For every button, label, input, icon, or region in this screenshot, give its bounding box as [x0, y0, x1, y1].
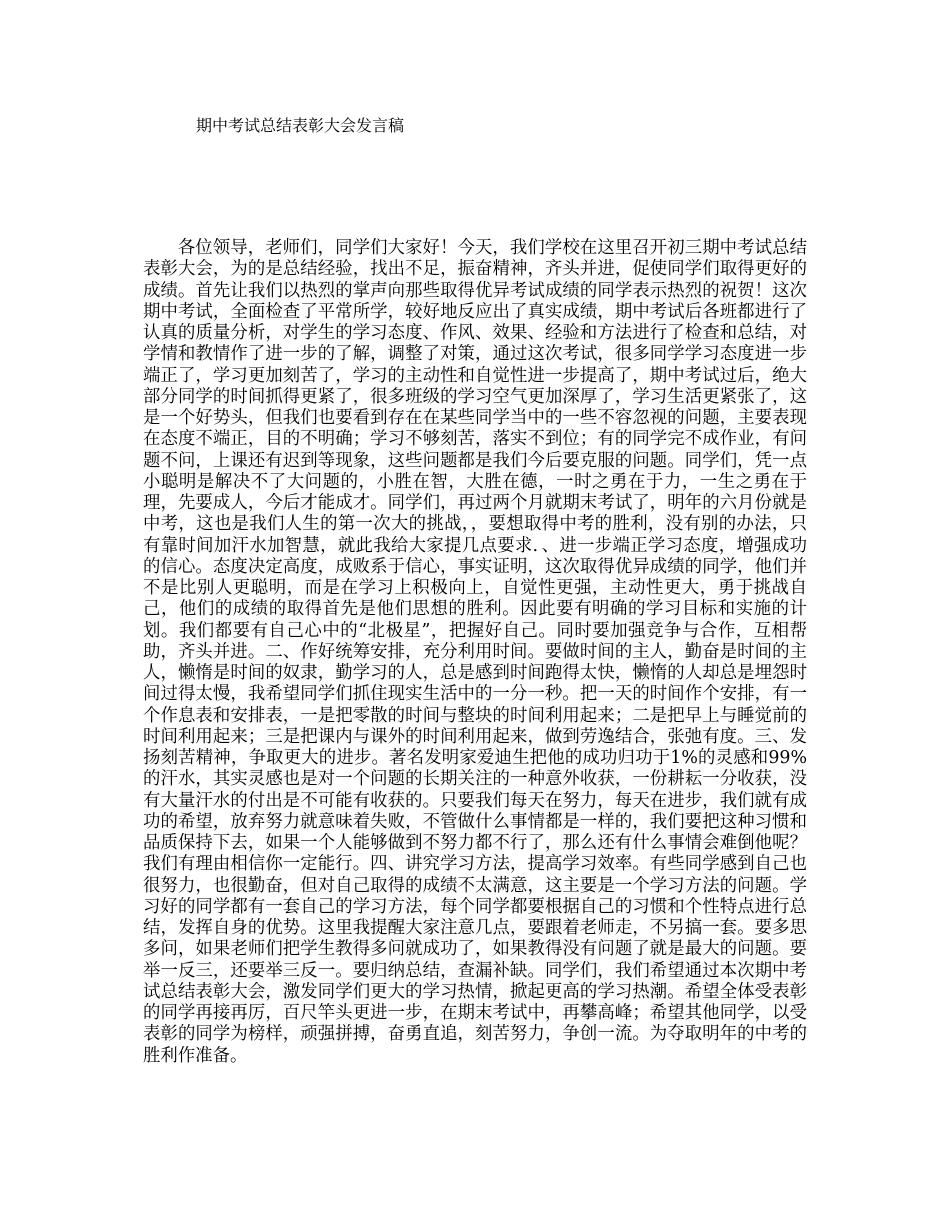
document-title: 期中考试总结表彰大会发言稿: [196, 116, 405, 135]
speech-body-paragraph: 各位领导，老师们，同学们大家好！今天，我们学校在这里召开初三期中考试总结表彰大会，为的是总结经验，找出不足，振奋精神，齐头并进，促使同学们取得更好的成绩。首先让我们以热烈的掌声向那些取得优异考试成绩的同学表示热烈的祝贺！这次期中考试，全面检查了平常所学，较好地反应出了真实成绩，期中考试后各班都进行了认真的质量分析，对学生的学习态度、作风、效果、经验和方法进行了检查和总结，对学情和教情作了进一步的了解，调整了对策，通过这次考试，很多同学学习态度进一步端正了，学习更加刻苦了，学习的主动性和自觉性进一步提高了，期中考试过后，绝大部分同学的时间抓得更紧了，很多班级的学习空气更加深厚了，学习生活更紧张了，这是一个好势头，但我们也要看到存在在某些同学当中的一些不容忽视的问题，主要表现在态度不端正，目的不明确；学习不够刻苦，落实不到位；有的同学完不成作业，有问题不问，上课还有迟到等现象，这些问题都是我们今后要克服的问题。同学们，凭一点小聪明是解决不了大问题的，小胜在智，大胜在德，一时之勇在于力，一生之勇在于理，先要成人，今后才能成才。同学们，再过两个月就期末考试了，明年的六月份就是中考，这也是我们人生的第一次大的挑战，，要想取得中考的胜利，没有别的办法，只有靠时间加汗水加智慧，就此我给大家提几点要求．、进一步端正学习态度，增强成功的信心。态度决定高度，成败系于信心，事实证明，这次取得优异成绩的同学，他们并不是比别人更聪明，而是在学习上积极向上，自觉性更强，主动性更大，勇于挑战自己，他们的成绩的取得首先是他们思想的胜利。因此要有明确的学习目标和实施的计划。我们都要有自己心中的“北极星”，把握好自己。同时要加强竞争与合作，互相帮助，齐头并进。二、作好统筹安排，充分利用时间。要做时间的主人，勤奋是时间的主人，懒惰是时间的奴隶，勤学习的人，总是感到时间跑得太快，懒惰的人却总是埋怨时间过得太慢，我希望同学们抓住现实生活中的一分一秒。把一天的时间作个安排，有一个作息表和安排表，一是把零散的时间与整块的时间利用起来；二是把早上与睡觉前的时间利用起来；三是把课内与课外的时间利用起来，做到劳逸结合，张弛有度。三、发扬刻苦精神，争取更大的进步。著名发明家爱迪生把他的成功归功于1%的灵感和99%的汗水，其实灵感也是对一个问题的长期关注的一种意外收获，一份耕耘一分收获，没有大量汗水的付出是不可能有收获的。只要我们每天在努力，每天在进步，我们就有成功的希望，放弃努力就意味着失败，不管做什么事情都是一样的，我们要把这种习惯和品质保持下去，如果一个人能够做到不努力都不行了，那么还有什么事情会难倒他呢？我们有理由相信你一定能行。四、讲究学习方法，提高学习效率。有些同学感到自己也很努力，也很勤奋，但对自己取得的成绩不太满意，这主要是一个学习方法的问题。学习好的同学都有一套自己的学习方法，每个同学都要根据自己的习惯和个性特点进行总结，发挥自身的优势。这里我提醒大家注意几点，要跟着老师走，不另搞一套。要多思多问，如果老师们把学生教得多问就成功了，如果教得没有问题了就是最大的问题。要举一反三，还要举三反一。要归纳总结，查漏补缺。同学们，我们希望通过本次期中考试总结表彰大会，激发同学们更大的学习热情，掀起更高的学习热潮。希望全体受表彰的同学再接再厉，百尺竿头更进一步，在期末考试中，再攀高峰；希望其他同学，以受表彰的同学为榜样，顽强拼搏，奋勇直追，刻苦努力，争创一流。为夺取明年的中考的胜利作准备。: [143, 238, 807, 1066]
